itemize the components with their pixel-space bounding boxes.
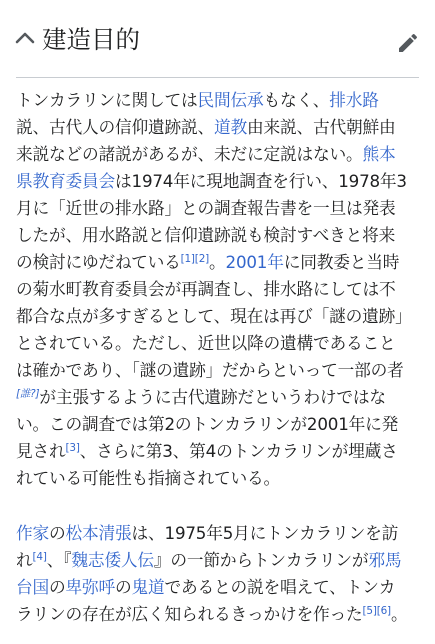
body-text: の xyxy=(49,523,66,543)
article-link[interactable]: 道教 xyxy=(214,117,248,137)
paragraph-matsumoto xyxy=(16,520,426,628)
text-line xyxy=(16,357,424,384)
article-link[interactable]: 鬼道 xyxy=(131,577,165,597)
text-line xyxy=(16,411,424,438)
body-text: 都合な点が多すぎるとして、現在は再び「謎の遺跡」 xyxy=(16,306,412,326)
section-divider xyxy=(16,77,419,78)
citation-link[interactable]: [6] xyxy=(376,605,391,617)
citation-link[interactable]: [4] xyxy=(32,551,47,563)
text-line xyxy=(16,195,424,222)
citation-link[interactable]: [3] xyxy=(65,442,80,454)
text-line xyxy=(16,168,424,195)
body-text: したが、用水路説と信仰遺跡説も検討すべきと将来 xyxy=(16,225,396,245)
body-text: 見され xyxy=(16,441,66,461)
article-link[interactable]: 県教育委員会 xyxy=(16,171,116,191)
body-text: 』の一節からトンカラリンが xyxy=(153,550,369,570)
body-text: 、『 xyxy=(46,550,72,570)
body-text: 説、古代人の信仰遺跡説、 xyxy=(16,117,215,137)
text-line xyxy=(16,438,424,465)
text-line xyxy=(16,547,424,574)
text-line xyxy=(16,276,424,303)
text-line xyxy=(16,141,424,168)
citation-link[interactable]: [1] xyxy=(180,253,195,265)
article-link[interactable]: 作家 xyxy=(16,523,50,543)
body-text: は、1975年5月にトンカラリンを訪 xyxy=(131,523,399,543)
text-line xyxy=(16,520,424,547)
article-link[interactable]: 魏志倭人伝 xyxy=(71,550,154,570)
text-line xyxy=(16,114,424,141)
body-text: の xyxy=(49,577,66,597)
body-text: 。 xyxy=(390,604,408,624)
section-title: 建造目的 xyxy=(42,25,140,54)
text-line xyxy=(16,330,424,357)
body-text: が主張するように古代遺跡だというわけではな xyxy=(39,387,386,407)
body-text: 由来説、古代朝鮮由 xyxy=(247,117,396,137)
citation-link[interactable]: [誰?] xyxy=(16,388,40,400)
body-text: 、さらに第3、第4のトンカラリンが埋蔵さ xyxy=(79,441,398,461)
article-link[interactable]: 熊本 xyxy=(362,144,396,164)
body-text: とされている。ただし、近世以降の遺構であること xyxy=(16,333,396,353)
body-text: れている可能性も指摘されている。 xyxy=(16,468,281,488)
citation-link[interactable]: [5] xyxy=(362,605,377,617)
text-line xyxy=(16,384,424,411)
text-line xyxy=(16,574,424,601)
article-link[interactable]: 卑弥呼 xyxy=(65,577,116,597)
body-text: れ xyxy=(16,550,33,570)
article-link[interactable]: 民間伝承 xyxy=(197,90,264,110)
chevron-up-icon[interactable] xyxy=(14,30,36,46)
body-text: の検討にゆだねている xyxy=(16,252,181,272)
article-link[interactable]: 2001年 xyxy=(225,252,284,272)
body-text: に同教委と当時 xyxy=(283,252,400,272)
body-text: は確かであり、「謎の遺跡」だからといって一部の者 xyxy=(16,360,404,380)
body-text: 月に「近世の排水路」との調査報告書を一旦は発表 xyxy=(16,198,396,218)
article-link[interactable]: 排水路 xyxy=(329,90,379,110)
text-line xyxy=(16,601,424,628)
paragraph-purpose xyxy=(16,87,426,492)
text-line xyxy=(16,465,424,492)
article-link[interactable]: 台国 xyxy=(16,577,50,597)
body-text: い。この調査では第2のトンカラリンが2001年に発 xyxy=(16,414,399,434)
text-line xyxy=(16,303,424,330)
body-text: 来説などの諸説があるが、未だに定説はない。 xyxy=(16,144,363,164)
body-text: トンカラリンに関しては xyxy=(16,90,198,110)
body-text: であるとの説を唱えて、トンカ xyxy=(164,577,396,597)
body-text: の菊水町教育委員会が再調査し、排水路にしては不 xyxy=(16,279,396,299)
text-line xyxy=(16,87,424,114)
body-text: ラリンの存在が広く知られるきっかけを作った xyxy=(16,604,363,624)
citation-link[interactable]: [2] xyxy=(194,253,210,265)
article-link[interactable]: 邪馬 xyxy=(368,550,402,570)
text-line xyxy=(16,222,424,249)
body-text: 。 xyxy=(209,252,226,272)
article-link[interactable]: 松本清張 xyxy=(65,523,132,543)
body-text: は1974年に現地調査を行い、1978年3 xyxy=(115,171,407,191)
section-header[interactable] xyxy=(0,0,435,80)
body-text: もなく、 xyxy=(263,90,330,110)
body-text: の xyxy=(115,577,132,597)
text-line xyxy=(16,249,424,276)
pencil-icon[interactable] xyxy=(396,31,420,55)
